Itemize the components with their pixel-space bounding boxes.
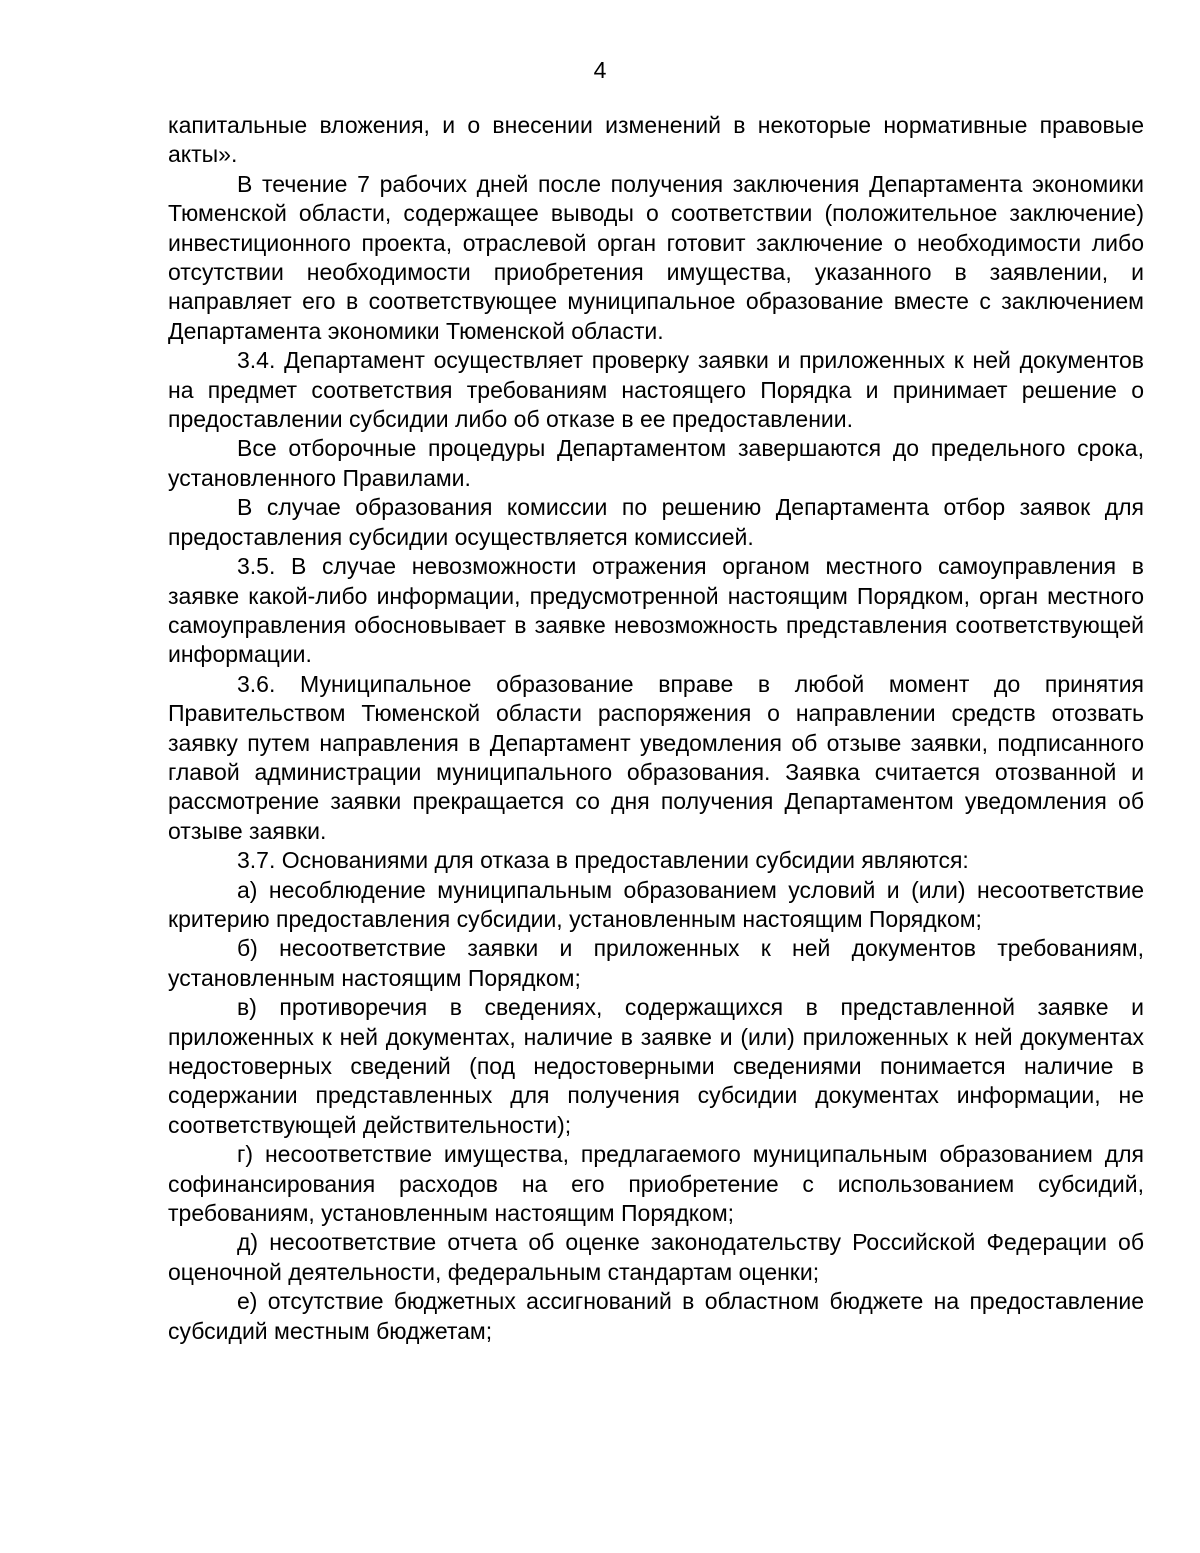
list-item-a: а) несоблюдение муниципальным образованием условий и (или) несоответствие критерию предоставления субсидии, установленным настоящим Порядком;	[168, 876, 1144, 932]
paragraph-3-5: 3.5. В случае невозможности отражения органом местного самоуправления в заявке какой-либо информации, предусмотренной настоящим Порядком, орган местного самоуправления обосновывает в заявке невозможность представления соответствующей информации.	[168, 553, 1144, 668]
paragraph-3-6: 3.6. Муниципальное образование вправе в любой момент до принятия Правительством Тюменской области распоряжения о направлении средств отозвать заявку путем направления в Департамент уведомления об отзыве заявки, подписанного главой администрации муниципального образования. Заявка считается отозванной и рассмотрение заявки прекращается со дня получения Департаментом уведомления об отзыве заявки.	[168, 670, 1144, 844]
paragraph-continuation: капитальные вложения, и о внесении изменений в некоторые нормативные правовые акты».	[168, 112, 1144, 168]
paragraph-3-4: 3.4. Департамент осуществляет проверку заявки и приложенных к ней документов на предмет соответствия требованиям настоящего Порядка и принимает решение о предоставлении субсидии либо об отказе в ее предоставлении.	[168, 347, 1144, 433]
paragraph-commission: В случае образования комиссии по решению Департамента отбор заявок для предоставления субсидии осуществляется комиссией.	[168, 494, 1144, 550]
paragraph-3-7: 3.7. Основаниями для отказа в предоставлении субсидии являются:	[237, 847, 969, 874]
document-body	[168, 111, 1144, 1346]
list-item-d: д) несоответствие отчета об оценке законодательству Российской Федерации об оценочной деятельности, федеральным стандартам оценки;	[168, 1229, 1144, 1285]
list-item-b: б) несоответствие заявки и приложенных к ней документов требованиям, установленным настоящим Порядком;	[168, 935, 1144, 991]
paragraph-department-conclusion: В течение 7 рабочих дней после получения заключения Департамента экономики Тюменской области, содержащее выводы о соответствии (положительное заключение) инвестиционного проекта, отраслевой орган готовит заключение о необходимости либо отсутствии необходимости приобретения имущества, указанного в заявлении, и направляет его в соответствующее муниципальное образование вместе с заключением Департамента экономики Тюменской области.	[168, 170, 1144, 344]
paragraph-selection-procedures: Все отборочные процедуры Департаментом завершаются до предельного срока, установленного Правилами.	[168, 435, 1144, 491]
list-item-e: е) отсутствие бюджетных ассигнований в областном бюджете на предоставление субсидий местным бюджетам;	[168, 1288, 1144, 1344]
list-item-v: в) противоречия в сведениях, содержащихся в представленной заявке и приложенных к ней документах, наличие в заявке и (или) приложенных к ней документах недостоверных сведений (под недостоверными сведениями понимается наличие в содержании представленных для получения субсидии документах информации, не соответствующей действительности);	[168, 994, 1144, 1138]
list-item-g: г) несоответствие имущества, предлагаемого муниципальным образованием для софинансирования расходов на его приобретение с использованием субсидий, требованиям, установленным настоящим Порядком;	[168, 1141, 1144, 1227]
page-number: 4	[593, 57, 607, 83]
